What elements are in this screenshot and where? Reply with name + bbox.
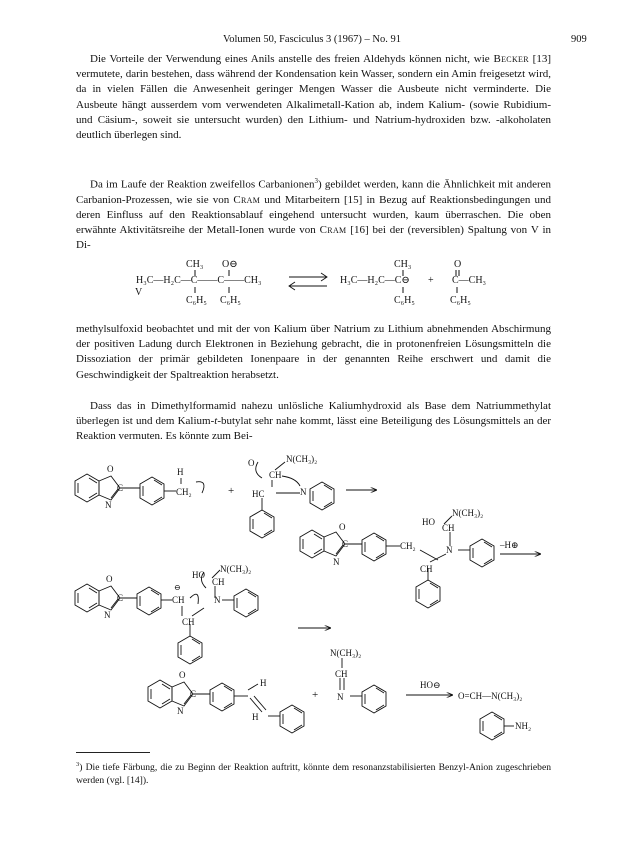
footnote	[76, 758, 551, 787]
amidine-n: N	[337, 692, 344, 702]
paragraph-1-text-a: Die Vorteile der Verwendung eines Anils anstelle des freien Aldehyds können nicht, wie	[90, 53, 494, 65]
carbanion-intermediate	[75, 570, 258, 664]
paragraph-2-text-a: Da im Laufe der Reaktion zweifellos Carbanionen	[90, 178, 315, 191]
anion-bottom-phenyl: C₆H₅	[394, 295, 415, 306]
oxazole-n-4: N	[177, 706, 184, 716]
footnote-text: ) Die tiefe Färbung, die zu Beginn der Reaktion auftritt, könnte dem resonanzstabilisierten Benzyl-Anion zugeschrieben werden (vgl. [14]).	[76, 762, 551, 787]
anil-n: N	[300, 487, 307, 497]
oxazole-o-2: O	[339, 522, 346, 532]
carbanion-n: N	[214, 595, 221, 605]
paragraph-3	[76, 322, 551, 383]
oxazole-c-4: C	[190, 689, 197, 699]
paragraph-4-text-a: Dass das in Dimethylformamid nahezu unlösliche Kaliumhydroxid als Base dem Natriummethylat überlegen ist und dem Kalium-	[76, 400, 551, 428]
paragraph-3-text: methylsulfoxid beobachtet und mit der von Kalium über Natrium zu Lithium abnehmenden Abschirmung der positiven Ladung durch Elektronen in Beziehung gebracht, die in protonenfreien Lösungsmitteln die Dissoziation der primär gebildeten Ionenpaare in der genannten Reihe erschwert und damit die Geschwindigkeit der Spaltreaktion herabsetzt.	[76, 323, 551, 381]
equilibrium-arrows	[289, 273, 327, 290]
carbanion-ch: CH	[172, 595, 185, 605]
footnote-mark: 3	[314, 177, 319, 185]
adduct-hemiaminal-ch: CH	[442, 523, 455, 533]
footnote-number: 3	[76, 761, 80, 768]
footnote-rule	[76, 752, 150, 753]
scheme-1-cleavage	[0, 258, 624, 318]
v-bottom-phenyl-1: C₆H₅	[186, 295, 207, 306]
dmf-nme2: N(CH₃)₂	[286, 454, 318, 464]
ketone-phenyl: C₆H₅	[450, 295, 471, 306]
deprotonation-label: –H⊕	[500, 540, 519, 550]
scheme-1-plus: +	[428, 275, 434, 286]
carbanion-charge: ⊖	[174, 583, 181, 592]
carbanion-nme2: N(CH₃)₂	[220, 564, 252, 574]
carbanion-ho: HO	[192, 570, 205, 580]
amidine-ch: CH	[335, 669, 348, 679]
amidine-byproduct	[340, 658, 386, 713]
anil-hc: HC	[252, 489, 265, 499]
paragraph-2	[76, 174, 551, 254]
vinyl-h-1: H	[260, 678, 267, 688]
adduct-n: N	[446, 545, 453, 555]
oxazole-o-3: O	[106, 574, 113, 584]
scheme-2-mechanism	[0, 450, 624, 740]
v-top-oxide: O⊖	[222, 259, 238, 270]
carbanion-hemiaminal-ch: CH	[212, 577, 225, 587]
paragraph-2-text-c: und Mitarbeitern [15] in Bezug auf Reaktionsbedingungen und deren Einfluss auf den Reaktionsablauf eingehend untersucht wurden, kaum überraschen. Die oben erwähnte Aktivitätsreihe der Metall-Ionen wurde von	[76, 193, 552, 237]
adduct-ho: HO	[422, 517, 435, 527]
page-number: 909	[571, 34, 587, 45]
compound-v-label: V	[135, 287, 143, 298]
ketone-oxygen: O	[454, 259, 462, 270]
paragraph-1-text-b: [13] vermutete, darin bestehen, dass während der Kondensation kein Wasser, sondern ein Amin freigesetzt wird, da in vielen Fällen die Anwesenheit geringer Mengen Wasser die Ausbeute nicht verminderte. Die Ausbeute hängt ausserdem vom verwendeten Alkalimetall-Kation ab, indem Kalium- (sowie Rubidium- und Cäsium-, soweit sie untersucht wurden) den Lithium- und Natrium-hydroxiden bzw. -alkoholaten deutlich überlegen sind.	[76, 53, 551, 142]
oxazole-c-2: C	[342, 539, 349, 549]
amidine-nme2: N(CH₃)₂	[330, 648, 362, 658]
paragraph-2-text-d: [16] bei der (reversiblen) Spaltung von V in Di-	[76, 224, 551, 252]
vinyl-h-2: H	[252, 712, 259, 722]
adduct-ch2: CH₂	[400, 541, 416, 551]
oxazole-o-4: O	[179, 670, 186, 680]
v-top-ch3: CH₃	[186, 259, 204, 270]
carbanion-chain: H₃C—H₂C—C⊖	[340, 275, 410, 286]
running-head: Volumen 50, Fasciculus 3 (1967) – No. 91	[222, 34, 401, 45]
author-cram-2: Cram	[319, 224, 347, 237]
benzylic-ch2: CH₂	[176, 487, 192, 497]
adduct-nme2: N(CH₃)₂	[452, 508, 484, 518]
paragraph-1	[76, 52, 551, 143]
hydroxide-reagent: HO⊖	[420, 680, 441, 690]
benzylic-h: H	[177, 467, 184, 477]
oxazole-n-2: N	[333, 557, 340, 567]
scheme-2-plus-1: +	[228, 485, 235, 497]
ketone-carbonyl: C—CH₃	[452, 275, 487, 286]
dmf-product: O=CH—N(CH₃)₂	[458, 691, 523, 701]
aniline-nh2: NH₂	[515, 721, 532, 731]
paragraph-4-text-b: -butylat sehr nahe kommt, lässt eine Beteiligung des Lösungsmittels an der Reaktion vermuten. Es könnte zum Bei-	[76, 415, 552, 443]
author-cram-1: Cram	[233, 193, 261, 206]
paragraph-2-text-b: ) gebildet werden, kann die Ähnlichkeit mit anderen Carbanion-Prozessen, wie sie von	[76, 178, 551, 206]
scheme-2-plus-2: +	[312, 689, 319, 701]
dmf-oxide-o: O	[248, 458, 255, 468]
anion-top-ch3: CH₃	[394, 259, 412, 270]
adduct-intermediate	[300, 516, 494, 608]
stilbene-product	[148, 680, 304, 733]
aniline-product	[480, 712, 514, 740]
adduct-ch: CH	[420, 564, 433, 574]
dmf-ch: CH	[269, 470, 282, 480]
oxazole-n-1: N	[105, 500, 112, 510]
v-main-chain: H₃C—H₂C—C——C——CH₃	[136, 275, 262, 286]
anil-with-dmf-anion	[250, 462, 334, 538]
paragraph-4	[76, 399, 551, 445]
oxazole-c-3: C	[117, 593, 124, 603]
carbanion-ch-2: CH	[182, 617, 195, 627]
oxazole-n-3: N	[104, 610, 111, 620]
author-becker: Becker	[493, 53, 529, 65]
tert-italic: t	[214, 415, 218, 428]
oxazole-o-1: O	[107, 464, 114, 474]
oxazole-c-1: C	[117, 483, 124, 493]
v-bottom-phenyl-2: C₆H₅	[220, 295, 241, 306]
